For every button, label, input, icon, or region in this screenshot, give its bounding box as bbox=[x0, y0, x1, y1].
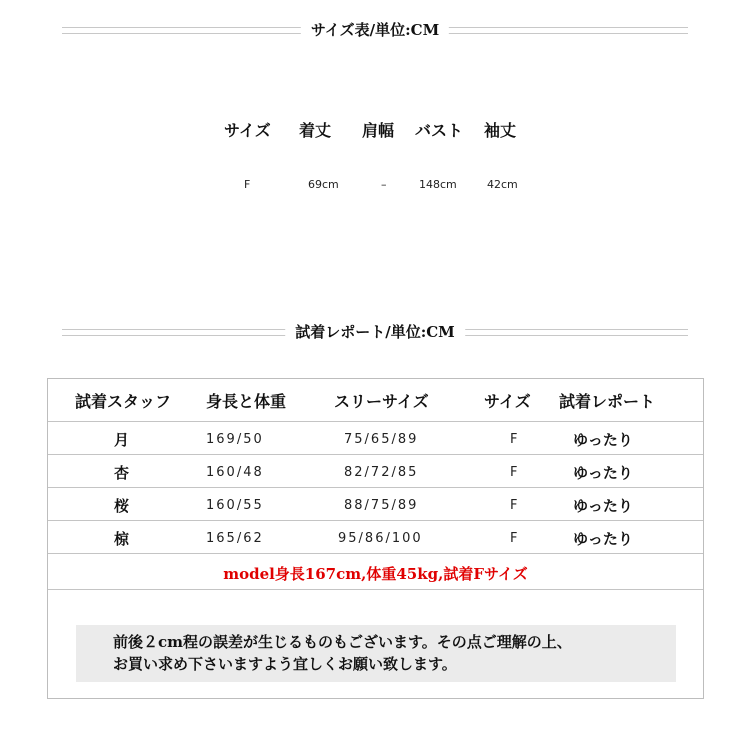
sleeve-col-header: 袖丈 bbox=[484, 121, 517, 140]
staff-name: 桜 bbox=[114, 497, 130, 515]
row-divider bbox=[48, 454, 703, 455]
three-size: 88/75/89 bbox=[344, 498, 419, 513]
row-divider bbox=[48, 520, 703, 521]
size: F bbox=[510, 498, 518, 513]
report-header bbox=[62, 320, 688, 346]
fit-report: ゆったり bbox=[573, 497, 633, 515]
size: F bbox=[510, 531, 518, 546]
model-note: model身長167cm,体重45kg,試着Fサイズ bbox=[223, 565, 528, 583]
size-value: F bbox=[244, 178, 251, 191]
length-value: 69cm bbox=[308, 178, 339, 191]
height-weight: 165/62 bbox=[206, 531, 264, 546]
fit-report: ゆったり bbox=[573, 530, 633, 548]
length-col-header: 着丈 bbox=[299, 121, 332, 140]
sleeve-value: 42cm bbox=[487, 178, 518, 191]
report-title: 試着レポート/単位:CM bbox=[285, 320, 465, 344]
height-weight-col-header: 身長と体重 bbox=[206, 392, 287, 411]
shoulder-value: – bbox=[381, 178, 387, 191]
staff-col-header: 試着スタッフ bbox=[75, 392, 172, 411]
staff-name: 杏 bbox=[114, 464, 130, 482]
three-size-col-header: スリーサイズ bbox=[334, 392, 429, 411]
row-divider bbox=[48, 553, 703, 554]
size: F bbox=[510, 432, 518, 447]
size-col-header: サイズ bbox=[224, 121, 271, 140]
fit-report: ゆったり bbox=[573, 431, 633, 449]
size-table-title: サイズ表/単位:CM bbox=[301, 18, 449, 42]
size: F bbox=[510, 465, 518, 480]
size-col-header: サイズ bbox=[484, 392, 531, 411]
size-table-header bbox=[62, 18, 688, 44]
height-weight: 169/50 bbox=[206, 432, 264, 447]
bust-value: 148cm bbox=[419, 178, 457, 191]
bust-col-header: バスト bbox=[415, 121, 464, 140]
three-size: 75/65/89 bbox=[344, 432, 419, 447]
staff-name: 月 bbox=[114, 431, 130, 449]
row-divider bbox=[48, 487, 703, 488]
disclaimer-box bbox=[76, 625, 676, 682]
three-size: 82/72/85 bbox=[344, 465, 419, 480]
row-divider bbox=[48, 589, 703, 590]
fit-report: ゆったり bbox=[573, 464, 633, 482]
report-col-header: 試着レポート bbox=[559, 392, 656, 411]
height-weight: 160/55 bbox=[206, 498, 264, 513]
height-weight: 160/48 bbox=[206, 465, 264, 480]
disclaimer-line: 前後２cm程の誤差が生じるものもございます。その点ご理解の上、 bbox=[113, 633, 572, 651]
row-divider bbox=[48, 421, 703, 422]
fitting-report-table bbox=[47, 378, 704, 699]
disclaimer-line: お買い求め下さいますよう宜しくお願い致します。 bbox=[113, 655, 457, 673]
staff-name: 椋 bbox=[114, 530, 130, 548]
shoulder-col-header: 肩幅 bbox=[362, 121, 395, 140]
three-size: 95/86/100 bbox=[338, 531, 423, 546]
